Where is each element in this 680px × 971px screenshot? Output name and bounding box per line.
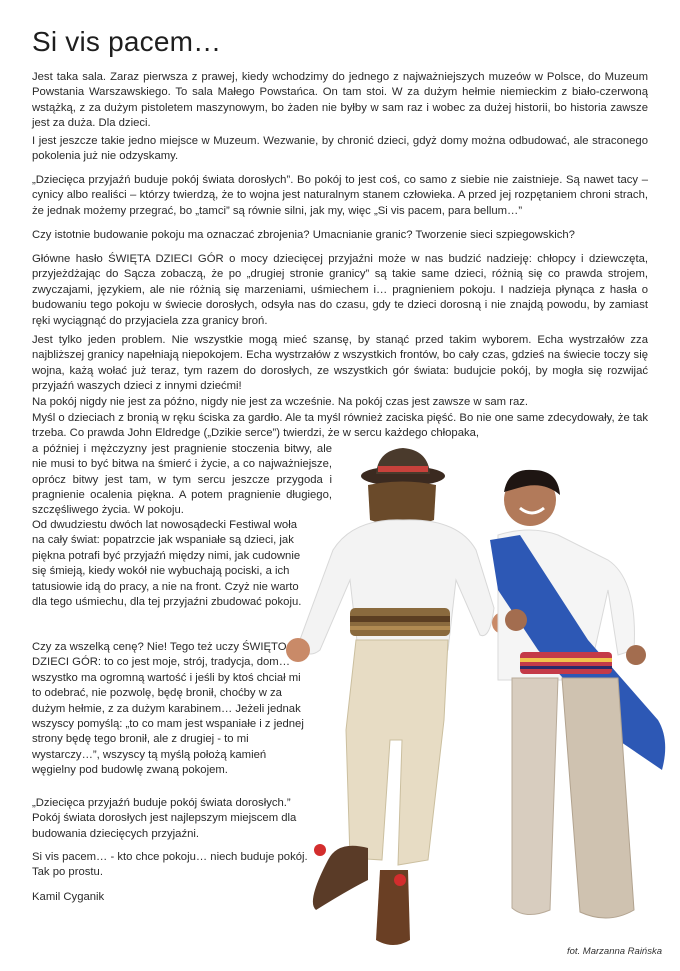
paragraph-10: „Dziecięca przyjaźń buduje pokój świata dorosłych.” Pokój świata dorosłych jest najlepszym miejscem dla budowania dziecięcych przyjaźni. xyxy=(32,797,297,840)
paragraph-2: I jest jeszcze takie jedno miejsce w Muzeum. Wezwanie, by chronić dzieci, gdyż domy można odbudować, ale straconego pokolenia już nie odzyskamy. xyxy=(32,135,648,163)
paragraph-6: Jest tylko jeden problem. Nie wszystkie mogą mieć szansę, by stanąć przed takim wyborem. Echa wystrzałów zza najbliższej granicy napełniają niepokojem. Echa wystrzałów z wszystkich frontów, bo cały czas, gdzieś na świecie toczy się wojna, każą wołać już teraz, tym razem do dorosłych, ze wszystkich gór świata: budujcie pokój, by mogła się rozwijać przyjaźń waszych dzieci z innymi dziećmi! Na pokój nigdy nie jest za późno, nigdy nie jest za wcześnie. Na pokój czas jest zawsze w sam raz. xyxy=(32,334,648,408)
paragraph-4: Czy istotnie budowanie pokoju ma oznaczać zbrojenia? Umacnianie granic? Tworzenie sieci szpiegowskich? xyxy=(32,229,575,241)
paragraph-1: Jest taka sala. Zaraz pierwsza z prawej, kiedy wchodzimy do jednego z najważniejszych muzeów w Polsce, do Muzeum Powstania Warszawskiego. To sala Małego Powstańca. On tam stoi. W za dużym hełmie niemieckim z biało-czerwoną wstążką, z za dużym pistoletem maszynowym, bo żaden nie byłby w sam raz i wobec za dużej historii, bo historia zawsze jest za duża. Dla dzieci. xyxy=(32,71,648,130)
highlander-boy xyxy=(286,448,514,945)
paragraph-3: „Dziecięca przyjaźń buduje pokój świata dorosłych”. Bo pokój to jest coś, co samo z siebie nie zaistnieje. Są nawet tacy – cynicy albo realiści – którzy twierdzą, że to wojna jest naturalnym stanem człowieka. A przed jej rozpętaniem chroni strach, że jednak możemy przegrać, bo „tamci” są równie silni, jak my, więc „Si vis pacem, para bellum…” xyxy=(32,174,648,217)
photo-credit: fot. Marzanna Raińska xyxy=(566,946,662,957)
paragraph-11: Si vis pacem… - kto chce pokoju… niech buduje pokój. Tak po prostu. xyxy=(32,851,308,879)
smiling-boy xyxy=(490,470,665,918)
paragraph-5: Główne hasło ŚWIĘTA DZIECI GÓR o mocy dziecięcej przyjaźni może w nas budzić nadzieję: chłopcy i dziewczęta, przyjeżdżając do Sącza zobaczą, że po „drugiej stronie granicy” są takie same dzieci, różnią się co prawda strojem, zwyczajami, językiem, ale nie różnią się marzeniami, uśmiechem i… pragnieniem pokoju. I nadzieja płynąca z hasła o budowaniu tego pokoju w świecie dorosłych, odsyła nas do czasu, gdy te dzieci dorosną i nie znajdą powodu, by zamiast ręki wyciągnąć do przyjaciela zza granicy broń. xyxy=(32,253,648,327)
paragraph-7-text: Myśl o dzieciach z bronią w ręku ściska za gardło. Ale ta myśl również zaciska pięść. Bo nie one same zdecydowały, że tak trzeba. Co prawda John Eldredge („Dzikie serce”) twierdzi, że w sercu każdego chłopaka, xyxy=(32,412,648,440)
author-signature: Kamil Cyganik xyxy=(32,891,105,903)
paragraph-8: Od dwudziestu dwóch lat nowosądecki Festiwal woła na cały świat: popatrzcie jak wspaniałe są dzieci, jak piękna potrafi być przyjaźń między nimi, jak cudownie się śmieją, kiedy wokół nie wybuchają pociski, a ich tatusiowie idą do pracy, a nie na front. Czyż nie warto dla tego uśmiechu, dla tej przyjaźni zbudować pokoju. xyxy=(32,519,302,609)
dancing-boys-photo xyxy=(258,440,678,960)
paragraph-7-wrap: a później i mężczyzny jest pragnienie stoczenia bitwy, ale nie musi to być bitwa na śmierć i życie, a co najważniejsze, oprócz bitwy jest tam, w tym sercu jeszcze przygoda i pragnienie ocalenia piękna. A potem pragnienie długiego, szczęśliwego życia. W pokoju. xyxy=(32,442,332,517)
article-title: Si vis pacem… xyxy=(32,26,222,57)
paragraph-9: Czy za wszelką cenę? Nie! Tego też uczy ŚWIĘTO DZIECI GÓR: to co jest moje, strój, tradycja, dom… wszystko ma ogromną wartość i jeśli by ktoś chciał mi to odebrać, nie pozwolę, będę bronił, choćby w za dużym hełmie, z za dużym karabinem… Jeżeli jednak wszyscy pomyślą: „to co mam jest wspaniałe i z jednej strony będę tego bronił, ale z drugiej - to mi wystarczy…”, wszyscy tą myślą położą kamień węgielny pod budowlę zwaną pokojem. xyxy=(32,641,304,777)
